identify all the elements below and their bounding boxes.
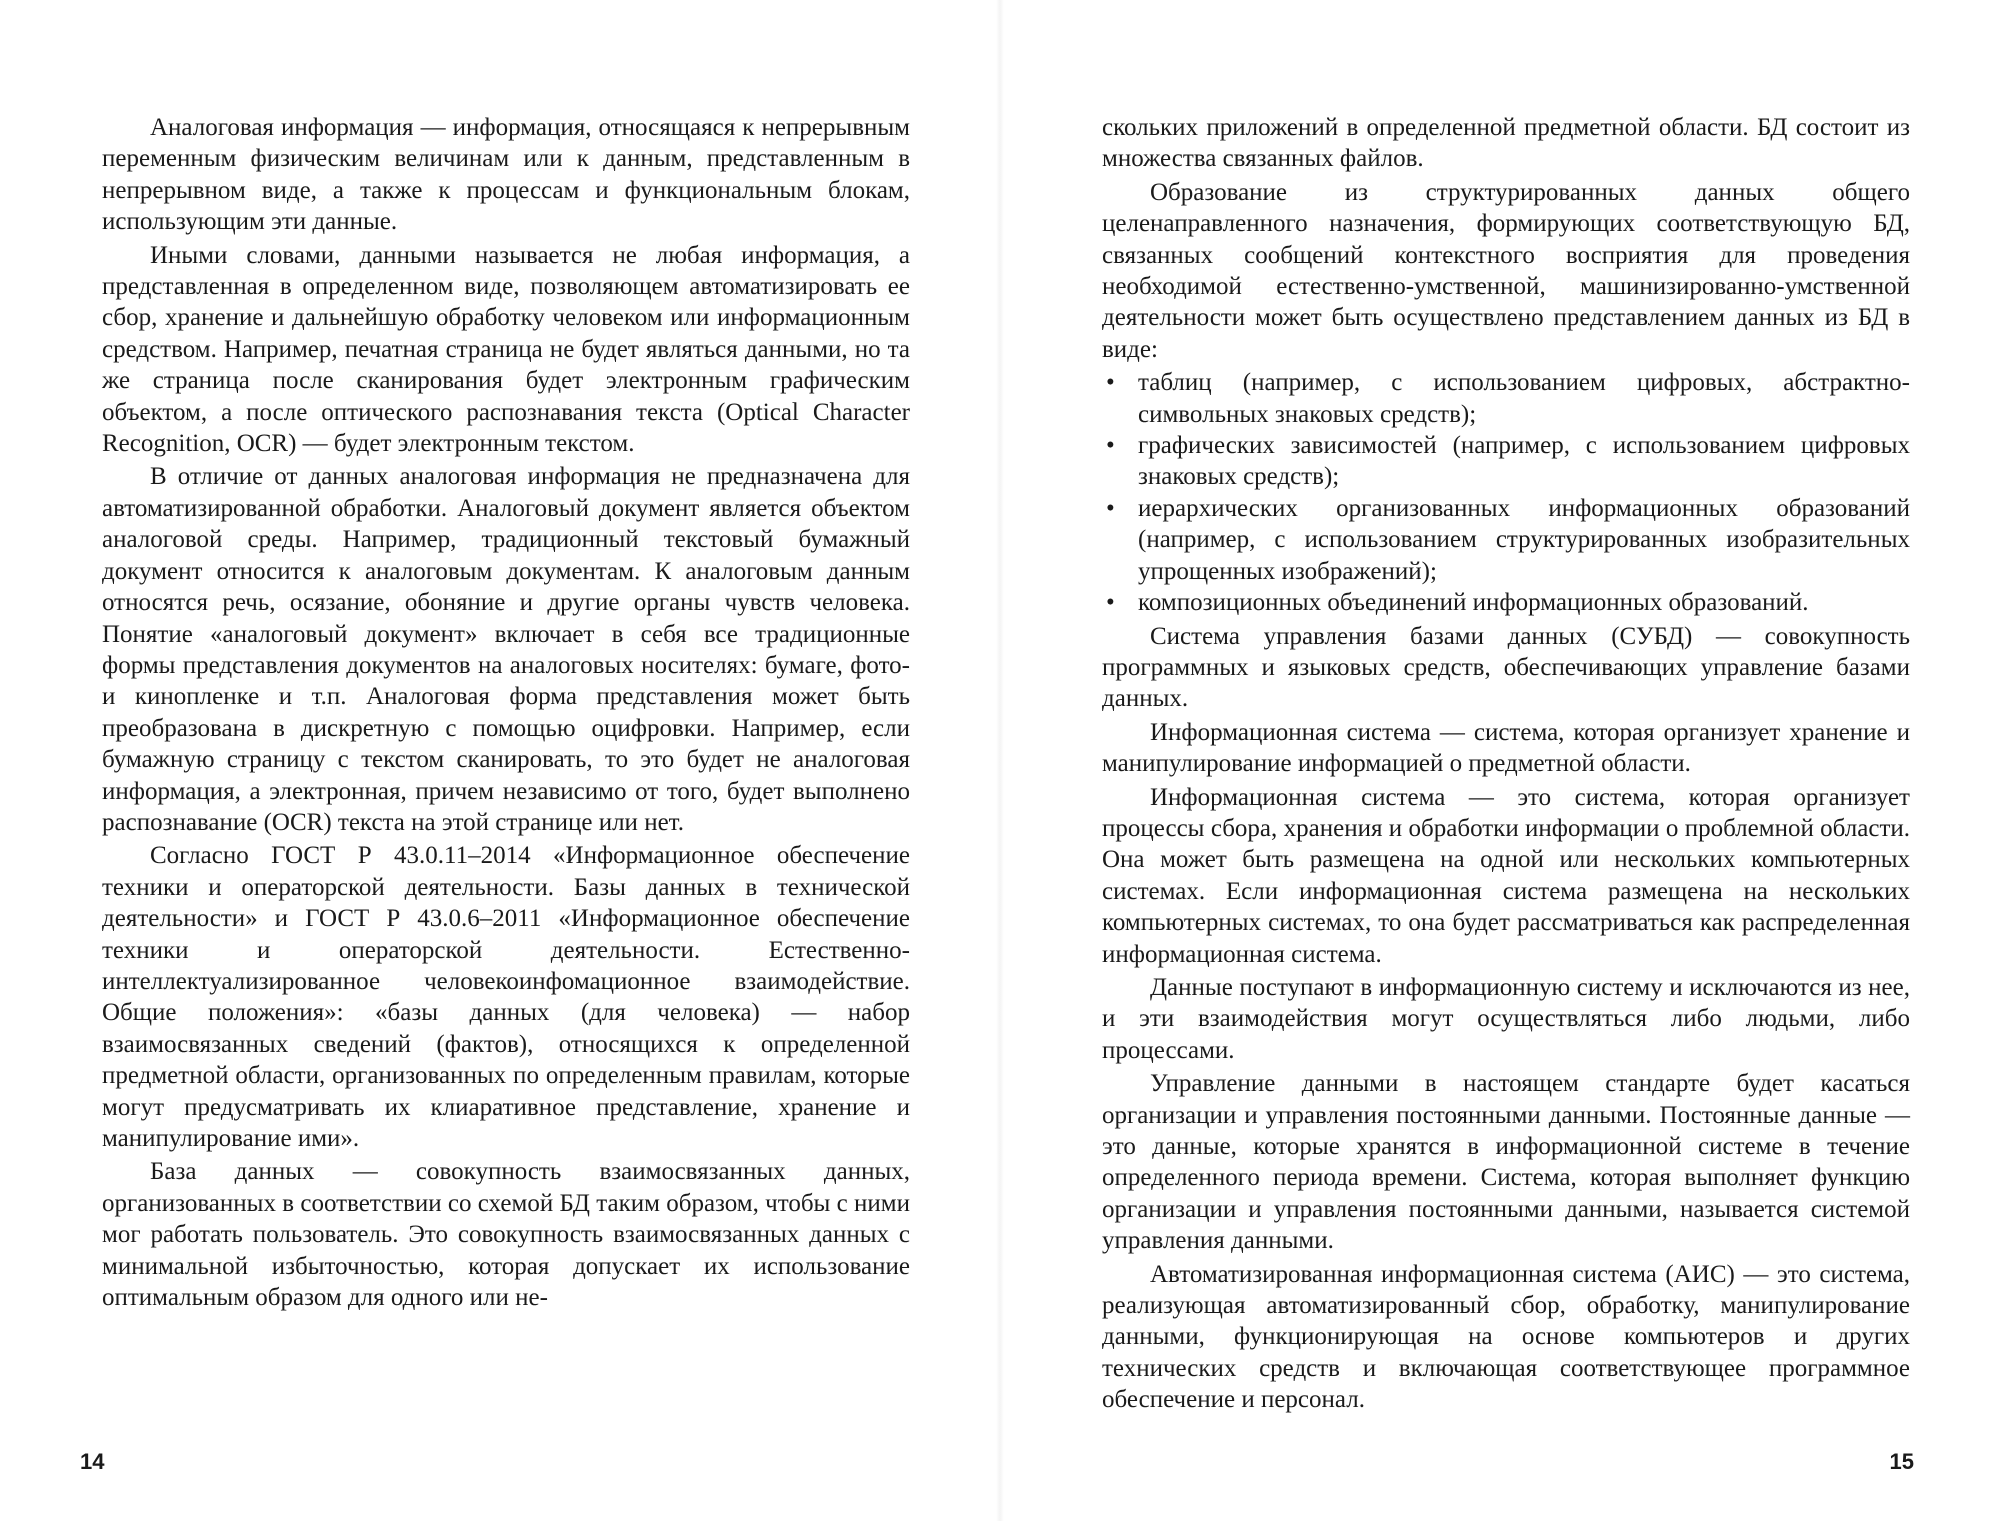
page-number-left: 14 bbox=[80, 1449, 105, 1474]
list-item: • иерархических организованных информационных образований (например, с использованием структурированных изобразительных упрощенных изображений); bbox=[1102, 493, 1910, 587]
list-item: • графических зависимостей (например, с использованием цифровых знаковых средств); bbox=[1102, 430, 1910, 493]
paragraph-data-management: Управление данными в настоящем стандарте будет касаться организации и управления постоянными данными. Постоянные данные — это данные, которые хранятся в информационной системе в течение определенного периода времени. Система, которая выполняет функцию организации и управления постоянными данными, называется системой управления данными. bbox=[1102, 1070, 1910, 1255]
list-item: • композиционных объединений информационных образований. bbox=[1102, 587, 1910, 618]
paragraph-analog-document: В отличие от данных аналоговая информация не предназначена для автоматизированной обработки. Аналоговый документ является объектом аналоговой среды. Например, традиционный текстовый бумажный документ относится к аналоговым документам. К аналоговым данным относятся речь, осязание, обоняние и другие органы чувств человека. Понятие «аналоговый документ» включает в себя все традиционные формы представления документов на аналоговых носителях: бумаге, фото- и кинопленке и т.п. Аналоговая форма представления может быть преобразована в дискретную с помощью оцифровки. Например, если бумажную страницу с текстом сканировать, то это будет не аналоговая информация, а электронная, причем независимо от того, будет выполнено распознавание (OCR) текста на этой странице или нет. bbox=[102, 463, 910, 836]
paragraph-info-system-2: Информационная система — это система, которая организует процессы сбора, хранения и обработки информации о проблемной области. Она может быть размещена на одной или нескольких компьютерных системах. Если информационная система размещена на нескольких компьютерных системах, то она будет рассматриваться как распределенная информационная система. bbox=[1102, 783, 1910, 968]
paragraph-formation: Образование из структурированных данных общего целенаправленного назначения, формирующих соответствующую БД, связанных сообщений контекстного восприятия для проведения необходимой естественно-умственной, машинизированно-умственной деятельности может быть осуществлено представлением данных из БД в виде: bbox=[1102, 178, 1910, 363]
left-text-column bbox=[102, 112, 910, 1315]
paragraph-ais: Автоматизированная информационная система (АИС) — это система, реализующая автоматизированный сбор, обработку, манипулирование данными, функционирующая на основе компьютеров и других технических средств и включающая соответствующее программное обеспечение и персонал. bbox=[1102, 1260, 1910, 1414]
page-number-right: 15 bbox=[1889, 1449, 1914, 1474]
paragraph-database: База данных — совокупность взаимосвязанных данных, организованных в соответствии со схемой БД таким образом, чтобы с ними мог работать пользователь. Это совокупность взаимосвязанных данных с минимальной избыточностью, которая допускает их использование оптимальным образом для одного или не- bbox=[102, 1158, 910, 1312]
right-page bbox=[1000, 0, 2000, 1521]
right-text-column bbox=[1102, 112, 1910, 1418]
paragraph-gost: Согласно ГОСТ Р 43.0.11–2014 «Информационное обеспечение техники и операторской деятельности. Базы данных в технической деятельности» и ГОСТ Р 43.0.6–2011 «Информационное обеспечение техники и операторской деятельности. Естественно-интеллектуализированное человекоинфомационное взаимодействие. Общие положения»: «базы данных (для человека) — набор взаимосвязанных сведений (фактов), относящихся к определенной предметной области, организованных по определенным правилам, которые могут предусматривать их клиаративное представление, хранение и манипулирование ими». bbox=[102, 842, 910, 1152]
bullet-list bbox=[1102, 367, 1910, 618]
paragraph-data-definition: Иными словами, данными называется не любая информация, а представленная в определенном виде, позволяющем автоматизировать ее сбор, хранение и дальнейшую обработку человеком или информационным средством. Например, печатная страница не будет являться данными, но та же страница после сканирования будет электронным графическим объектом, а после оптического распознавания текста (Optical Character Recognition, OCR) — будет электронным текстом. bbox=[102, 241, 910, 458]
paragraph-analog-info: Аналоговая информация — информация, относящаяся к непрерывным переменным физическим величинам или к данным, представленным в непрерывном виде, а также к процессам и функциональным блокам, использующим эти данные. bbox=[102, 114, 910, 236]
paragraph-info-system-1: Информационная система — система, которая организует хранение и манипулирование информацией о предметной области. bbox=[1102, 718, 1910, 778]
list-item: • таблиц (например, с использованием цифровых, абстрактно-символьных знаковых средств); bbox=[1102, 367, 1910, 430]
paragraph-dbms: Система управления базами данных (СУБД) — совокупность программных и языковых средств, обеспечивающих управление базами данных. bbox=[1102, 622, 1910, 713]
paragraph-data-flow: Данные поступают в информационную систему и исключаются из нее, и эти взаимодействия могут осуществляться либо людьми, либо процессами. bbox=[1102, 973, 1910, 1064]
paragraph-continuation: скольких приложений в определенной предметной области. БД состоит из множества связанных файлов. bbox=[1102, 114, 1910, 173]
